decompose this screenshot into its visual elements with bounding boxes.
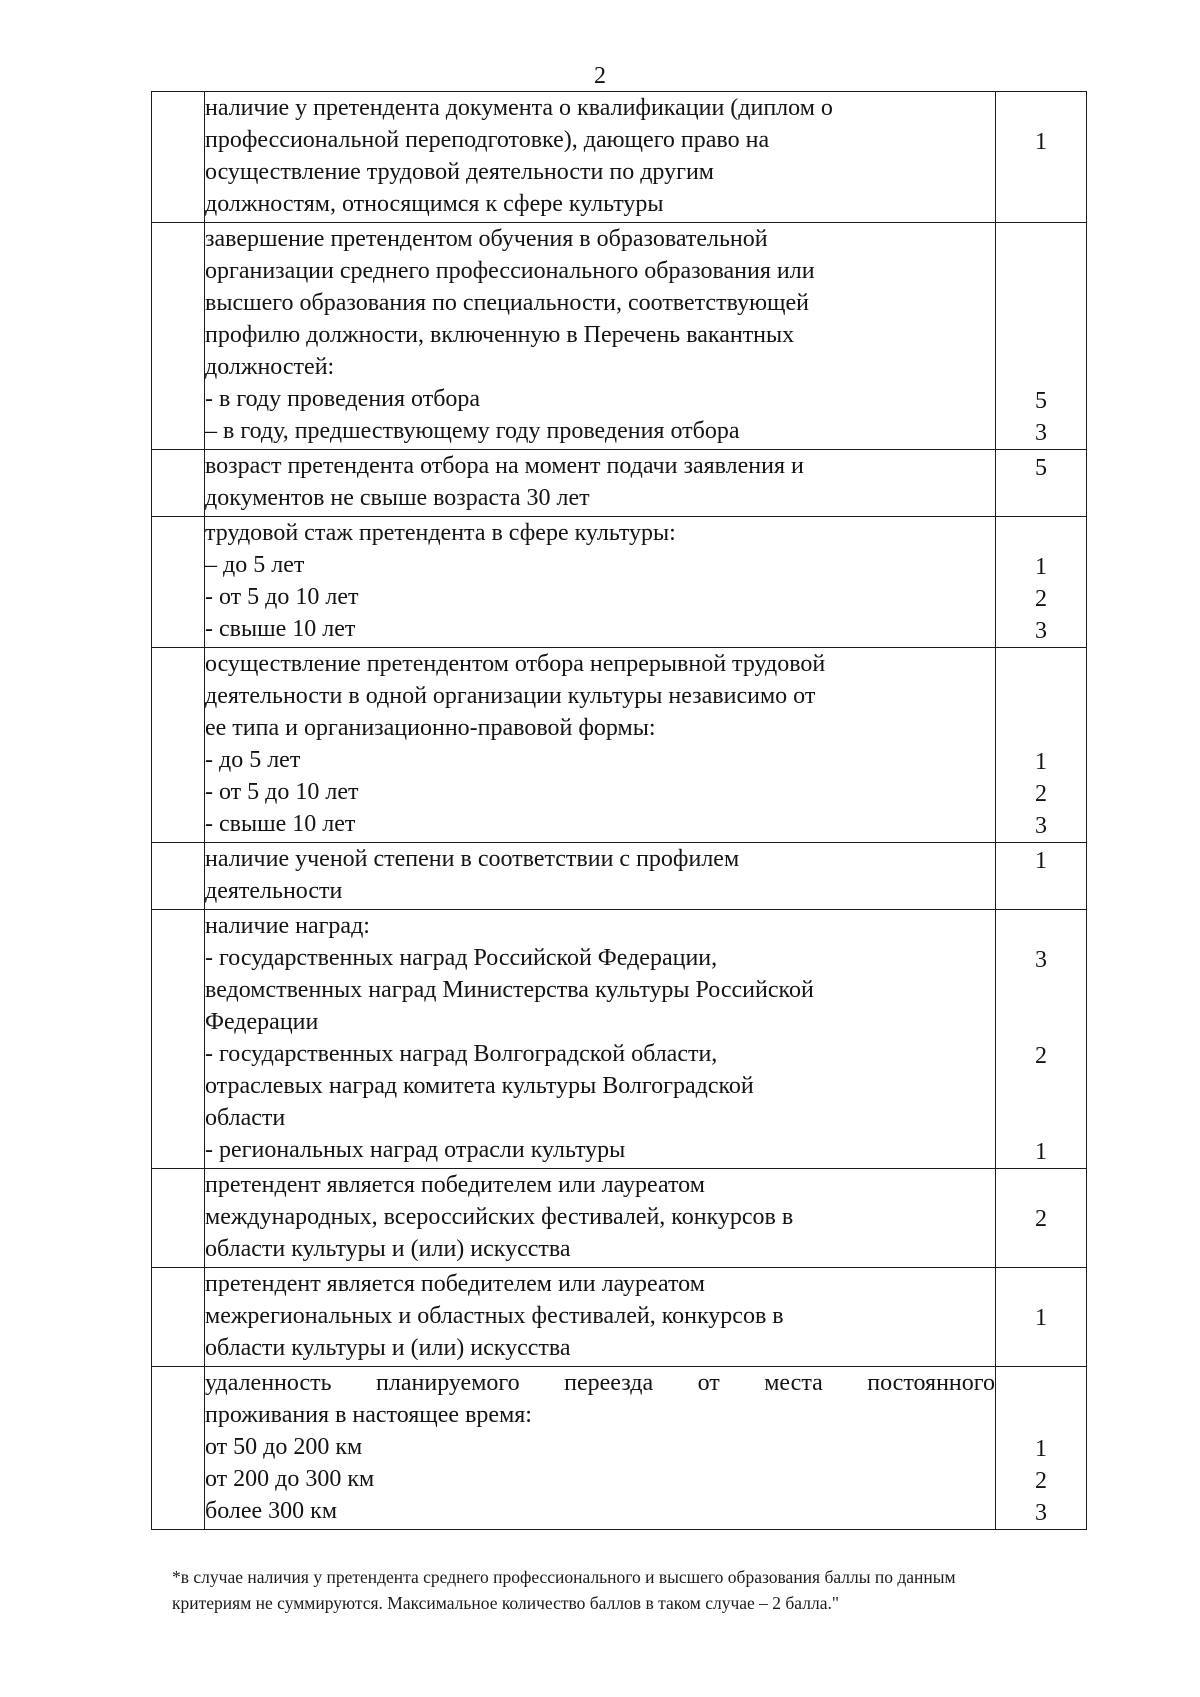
points-value: 2 — [1035, 1043, 1047, 1069]
criterion-text-line: наличие у претендента документа о квалификации (диплом о — [205, 95, 833, 121]
points-cell — [996, 92, 1087, 223]
points-value: 3 — [1035, 1500, 1047, 1526]
points-value — [996, 225, 1086, 257]
points-value: 1 — [1035, 129, 1047, 155]
criterion-text-line: наличие наград: — [205, 913, 370, 939]
points-value: 3 — [1035, 420, 1047, 446]
criterion-text-cell — [205, 450, 996, 517]
row-number-cell — [152, 1268, 205, 1367]
points-cell — [996, 910, 1087, 1169]
criterion-text-cell — [205, 1268, 996, 1367]
criterion-text-line: трудовой стаж претендента в сфере культуры: — [205, 520, 676, 546]
criterion-text-cell — [205, 92, 996, 223]
points-value — [996, 714, 1086, 746]
points-value: 2 — [1035, 1468, 1047, 1494]
points-value — [996, 289, 1086, 321]
points-value — [996, 976, 1086, 1008]
criterion-text-line: области — [205, 1105, 286, 1131]
points-value: 5 — [1035, 388, 1047, 414]
points-value — [996, 1334, 1086, 1366]
points-value: 2 — [1035, 1206, 1047, 1232]
points-value — [996, 1104, 1086, 1136]
row-number-cell — [152, 92, 205, 223]
points-value — [996, 1171, 1086, 1203]
criteria-row — [152, 843, 1087, 910]
criterion-text-line: межрегиональных и областных фестивалей, конкурсов в — [205, 1303, 784, 1329]
criterion-text-line: - государственных наград Российской Федерации, — [205, 945, 718, 971]
criterion-text-line: от 200 до 300 км — [205, 1466, 375, 1492]
row-number-cell — [152, 450, 205, 517]
points-value: 1 — [1035, 848, 1047, 874]
points-value: 2 — [1035, 781, 1047, 807]
row-number-cell — [152, 517, 205, 648]
footnote — [172, 1564, 1092, 1616]
criterion-text-line: организации среднего профессионального образования или — [205, 258, 815, 284]
points-value — [996, 1072, 1086, 1104]
criteria-row — [152, 450, 1087, 517]
points-value — [996, 94, 1086, 126]
page-number: 2 — [594, 63, 606, 89]
criterion-text-line: ее типа и организационно-правовой формы: — [205, 715, 656, 741]
row-number-cell — [152, 1169, 205, 1268]
criterion-text-cell — [205, 910, 996, 1169]
points-value: 1 — [1035, 1139, 1047, 1165]
criterion-text-line: - от 5 до 10 лет — [205, 779, 359, 805]
criterion-text-line: от 50 до 200 км — [205, 1434, 363, 1460]
footnote-line: *в случае наличия у претендента среднего профессионального и высшего образования баллы по данным — [172, 1567, 956, 1587]
criterion-text-line: - региональных наград отрасли культуры — [205, 1137, 626, 1163]
criterion-text-line: – в году, предшествующему году проведения отбора — [205, 418, 740, 444]
points-cell — [996, 1367, 1087, 1530]
points-cell — [996, 1169, 1087, 1268]
criterion-text-line: области культуры и (или) искусства — [205, 1335, 571, 1361]
criteria-row — [152, 1169, 1087, 1268]
points-value — [996, 519, 1086, 551]
criterion-text-line: деятельности — [205, 878, 343, 904]
criterion-text-line: документов не свыше возраста 30 лет — [205, 485, 590, 511]
criterion-text-line: - государственных наград Волгоградской области, — [205, 1041, 718, 1067]
criterion-text-line: возраст претендента отбора на момент подачи заявления и — [205, 453, 804, 479]
criterion-text-line: высшего образования по специальности, соответствующей — [205, 290, 809, 316]
points-value — [996, 877, 1086, 909]
points-value — [996, 1008, 1086, 1040]
criterion-text-cell — [205, 517, 996, 648]
criterion-text-line: более 300 км — [205, 1498, 338, 1524]
points-value: 1 — [1035, 1305, 1047, 1331]
criteria-row — [152, 1367, 1087, 1530]
points-value: 1 — [1035, 1436, 1047, 1462]
points-value: 3 — [1035, 618, 1047, 644]
points-value — [996, 1401, 1086, 1433]
criterion-text-line: претендент является победителем или лауреатом — [205, 1172, 705, 1198]
criterion-text-line: международных, всероссийских фестивалей, конкурсов в — [205, 1204, 794, 1230]
criterion-text-line: претендент является победителем или лауреатом — [205, 1271, 705, 1297]
criterion-text-line: - в году проведения отбора — [205, 386, 481, 412]
row-number-cell — [152, 1367, 205, 1530]
points-value — [996, 321, 1086, 353]
criterion-text-line: ведомственных наград Министерства культуры Российской — [205, 977, 814, 1003]
criteria-table — [151, 91, 1087, 1530]
criterion-text-line: - свыше 10 лет — [205, 811, 356, 837]
criterion-text-line: профессиональной переподготовке), дающего право на — [205, 127, 770, 153]
points-value — [996, 484, 1086, 516]
criterion-text-line: наличие ученой степени в соответствии с профилем — [205, 846, 740, 872]
criterion-text-cell — [205, 843, 996, 910]
criterion-text-line: осуществление трудовой деятельности по другим — [205, 159, 714, 185]
criterion-text-line: должностей: — [205, 354, 335, 380]
points-value: 1 — [1035, 749, 1047, 775]
points-value — [996, 1270, 1086, 1302]
criterion-text-line: - свыше 10 лет — [205, 616, 356, 642]
points-value: 3 — [1035, 947, 1047, 973]
points-value: 2 — [1035, 586, 1047, 612]
points-value — [996, 190, 1086, 222]
points-value — [996, 353, 1086, 385]
criterion-text-line: удаленность планируемого переезда от места постоянного — [205, 1370, 995, 1396]
points-value — [996, 257, 1086, 289]
criteria-row — [152, 648, 1087, 843]
criterion-text-cell — [205, 223, 996, 450]
criterion-text-line: осуществление претендентом отбора непрерывной трудовой — [205, 651, 826, 677]
row-number-cell — [152, 843, 205, 910]
row-number-cell — [152, 910, 205, 1169]
criteria-row — [152, 92, 1087, 223]
points-cell — [996, 450, 1087, 517]
points-value: 3 — [1035, 813, 1047, 839]
criterion-text-line: - от 5 до 10 лет — [205, 584, 359, 610]
row-number-cell — [152, 223, 205, 450]
footnote-line: критериям не суммируются. Максимальное количество баллов в таком случае – 2 балла." — [172, 1593, 839, 1613]
criterion-text-line: проживания в настоящее время: — [205, 1402, 532, 1428]
points-value — [996, 650, 1086, 682]
row-number-cell — [152, 648, 205, 843]
points-value — [996, 912, 1086, 944]
points-value: 1 — [1035, 554, 1047, 580]
criteria-table-body — [152, 92, 1087, 1530]
points-value — [996, 682, 1086, 714]
criterion-text-line: профилю должности, включенную в Перечень вакантных — [205, 322, 795, 348]
points-cell — [996, 843, 1087, 910]
criterion-text-line: - до 5 лет — [205, 747, 301, 773]
criteria-row — [152, 1268, 1087, 1367]
criterion-text-line: – до 5 лет — [205, 552, 305, 578]
points-value — [996, 1369, 1086, 1401]
criterion-text-cell — [205, 1367, 996, 1530]
points-cell — [996, 648, 1087, 843]
criterion-text-cell — [205, 1169, 996, 1268]
points-value: 5 — [1035, 455, 1047, 481]
criterion-text-line: завершение претендентом обучения в образовательной — [205, 226, 768, 252]
criterion-text-line: Федерации — [205, 1009, 319, 1035]
criterion-text-line: области культуры и (или) искусства — [205, 1236, 571, 1262]
points-value — [996, 1235, 1086, 1267]
criteria-row — [152, 517, 1087, 648]
points-cell — [996, 1268, 1087, 1367]
criterion-text-line: отраслевых наград комитета культуры Волгоградской — [205, 1073, 754, 1099]
points-cell — [996, 223, 1087, 450]
criterion-text-line: должностям, относящимся к сфере культуры — [205, 191, 664, 217]
points-cell — [996, 517, 1087, 648]
criterion-text-line: деятельности в одной организации культуры независимо от — [205, 683, 816, 709]
criteria-row — [152, 223, 1087, 450]
criterion-text-cell — [205, 648, 996, 843]
points-value — [996, 158, 1086, 190]
criteria-row — [152, 910, 1087, 1169]
